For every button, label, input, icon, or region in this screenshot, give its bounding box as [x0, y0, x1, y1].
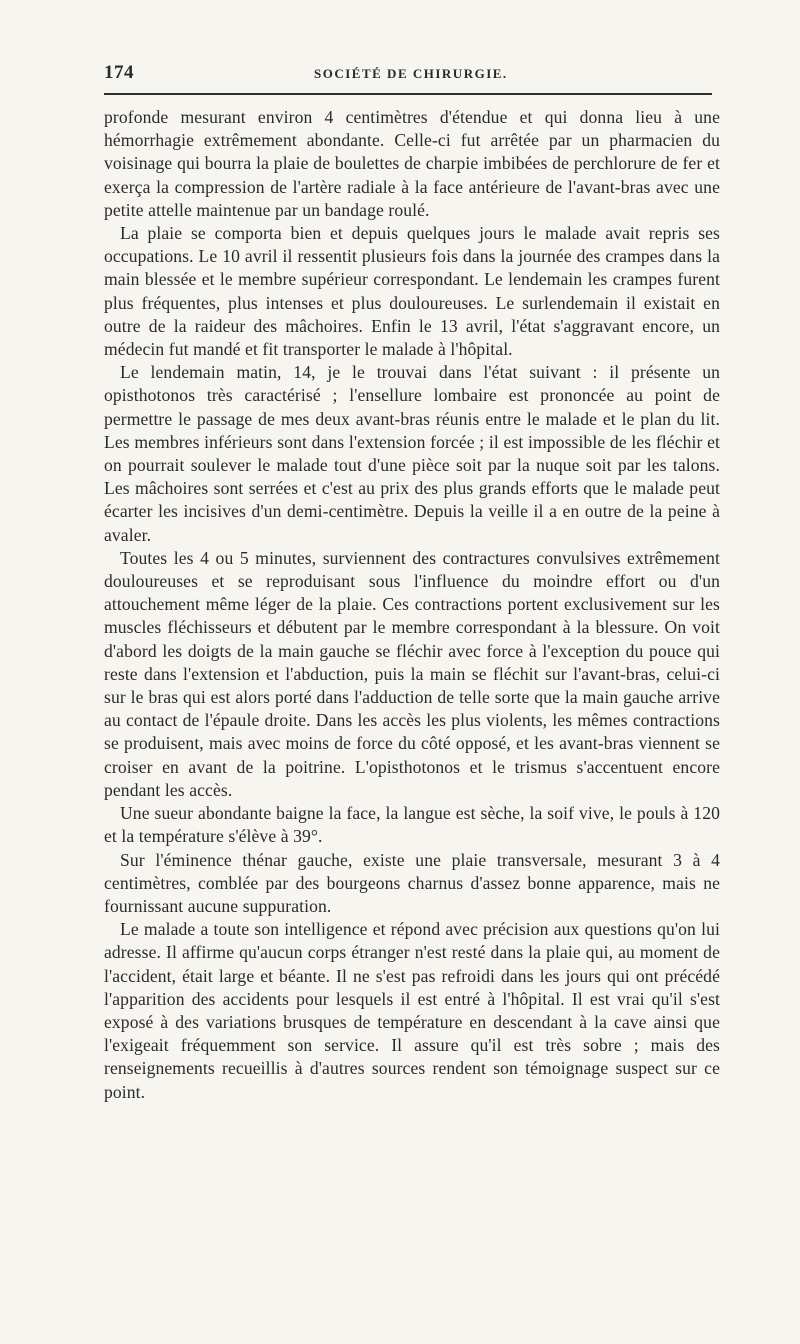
paragraph-7: Le malade a toute son intelligence et répond avec précision aux questions qu'on lui adresse. Il affirme qu'aucun corps étranger n'est resté dans la plaie qui, au moment de l'accident, était large et béante. Il ne s'est pas refroidi dans les jours qui ont précédé l'apparition des accidents pour lesquels il est entré à l'hôpital. Il est vrai qu'il s'est exposé à des variations brusques de température en descendant à la cave ainsi que l'exigeait fréquemment son service. Il assure qu'il est très sobre ; mais des renseignements recueillis à d'autres sources rendent son témoignage suspect sur ce point.: [104, 919, 720, 1102]
running-head: SOCIÉTÉ DE CHIRURGIE.: [314, 66, 508, 81]
paragraph-5: Une sueur abondante baigne la face, la langue est sèche, la soif vive, le pouls à 120 et la température s'élève à 39°.: [104, 803, 720, 847]
body-text: [104, 106, 720, 1104]
paragraph-6: Sur l'éminence thénar gauche, existe une plaie transversale, mesurant 3 à 4 centimètres, comblée par des bourgeons charnus d'assez bonne apparence, mais ne fournissant aucune suppuration.: [104, 849, 720, 916]
page-header: [104, 62, 712, 88]
page-number: 174: [104, 62, 134, 83]
paragraph-1: profonde mesurant environ 4 centimètres d'étendue et qui donna lieu à une hémorrhagie extrêmement abondante. Celle-ci fut arrêtée par un pharmacien du voisinage qui bourra la plaie de boulettes de charpie imbibées de perchlorure de fer et exerça la compression de l'artère radiale à la face antérieure de l'avant-bras avec une petite attelle maintenue par un bandage roulé.: [104, 107, 720, 220]
paragraph-2: La plaie se comporta bien et depuis quelques jours le malade avait repris ses occupations. Le 10 avril il ressentit plusieurs fois dans la journée des crampes dans la main blessée et le membre supérieur correspondant. Le lendemain les crampes furent plus fréquentes, plus intenses et plus douloureuses. Le surlendemain il existait en outre de la raideur des mâchoires. Enfin le 13 avril, l'état s'aggravant encore, un médecin fut mandé et fit transporter le malade à l'hôpital.: [104, 223, 720, 360]
paragraph-4: Toutes les 4 ou 5 minutes, surviennent des contractures convulsives extrêmement douloureuses et se reproduisant sous l'influence du moindre effort ou d'un attouchement même léger de la plaie. Ces contractions portent exclusivement sur les muscles fléchisseurs et débutent par le membre correspondant à la blessure. On voit d'abord les doigts de la main gauche se fléchir avec force à l'exception du pouce qui reste dans l'extension et l'abduction, puis la main se fléchit sur l'avant-bras, celui-ci sur le bras qui est alors porté dans l'adduction de telle sorte que la main gauche arrive au contact de l'épaule droite. Dans les accès les plus violents, les mêmes contractions se produisent, mais avec moins de force du côté opposé, et les avant-bras viennent se croiser en avant de la poitrine. L'opisthotonos et le trismus s'accentuent encore pendant les accès.: [104, 547, 720, 800]
header-rule: [104, 93, 712, 95]
paragraph-3: Le lendemain matin, 14, je le trouvai dans l'état suivant : il présente un opisthotonos très caractérisé ; l'ensellure lombaire est prononcée au point de permettre le passage de mes deux avant-bras réunis entre le malade et le plan du lit. Les membres inférieurs sont dans l'extension forcée ; il est impossible de les fléchir et on pourrait soulever le malade tout d'une pièce soit par la nuque soit par les talons. Les mâchoires sont serrées et c'est au prix des plus grands efforts que le malade peut écarter les incisives d'un demi-centimètre. Depuis la veille il a en outre de la peine à avaler.: [104, 362, 720, 545]
